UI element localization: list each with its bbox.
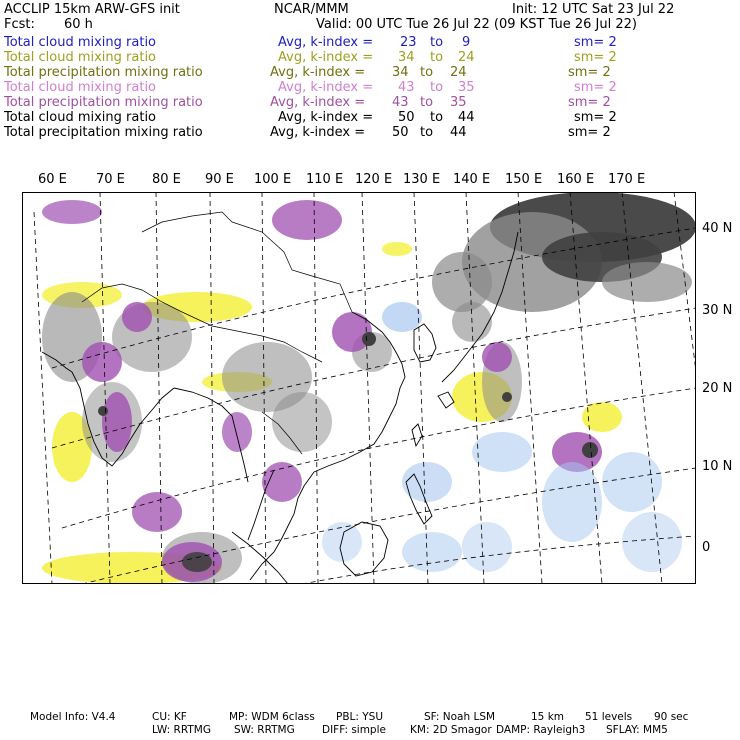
field-blob-purple <box>82 342 122 382</box>
layer-smoothing: sm= 2 <box>568 125 611 140</box>
field-blob-blue <box>472 432 532 472</box>
field-blob-purple <box>42 200 102 224</box>
lon-label: 160 E <box>557 172 595 187</box>
layer-to: to <box>430 35 444 50</box>
lon-label: 170 E <box>608 172 646 187</box>
layer-avg: Avg, k-index = <box>278 35 378 50</box>
layer-avg: Avg, k-index = <box>270 95 370 110</box>
layer-k-to: 44 <box>458 110 475 125</box>
lon-label: 120 E <box>355 172 393 187</box>
footer-timestep: 90 sec <box>654 711 689 723</box>
layer-to: to <box>430 80 444 95</box>
layer-name: Total cloud mixing ratio <box>4 110 157 125</box>
footer-sf: SF: Noah LSM <box>424 711 496 723</box>
layer-avg: Avg, k-index = <box>270 65 370 80</box>
footer-lw: LW: RRTMG <box>152 724 211 736</box>
lon-label: 70 E <box>96 172 125 187</box>
lon-label: 150 E <box>505 172 543 187</box>
layer-k-from: 34 <box>392 65 409 80</box>
layer-name: Total precipitation mixing ratio <box>4 65 203 80</box>
forecast-hours: 60 h <box>64 17 93 32</box>
layer-k-from: 43 <box>392 95 409 110</box>
layer-name: Total cloud mixing ratio <box>4 80 157 95</box>
layer-name: Total precipitation mixing ratio <box>4 125 203 140</box>
field-blob-dark <box>502 392 512 402</box>
layer-k-to: 35 <box>458 80 475 95</box>
footer-mp: MP: WDM 6class <box>229 711 315 723</box>
footer-sw: SW: RRTMG <box>234 724 295 736</box>
forecast-map <box>22 192 696 584</box>
layer-name: Total cloud mixing ratio <box>4 35 157 50</box>
field-blob-purple <box>482 342 512 372</box>
field-blob-gray <box>602 262 692 302</box>
cloud-fields <box>42 192 696 584</box>
init-time: Init: 12 UTC Sat 23 Jul 22 <box>512 2 675 17</box>
layer-name: Total precipitation mixing ratio <box>4 95 203 110</box>
layer-to: to <box>420 125 434 140</box>
layer-smoothing: sm= 2 <box>568 65 611 80</box>
lon-label: 80 E <box>152 172 181 187</box>
field-blob-purple <box>122 302 152 332</box>
layer-k-to: 24 <box>458 50 475 65</box>
lon-label: 140 E <box>453 172 491 187</box>
organization: NCAR/MMM <box>274 2 349 17</box>
lat-label: 20 N <box>702 381 733 396</box>
lon-label: 60 E <box>38 172 67 187</box>
layer-k-to: 9 <box>462 35 471 50</box>
footer-diff: DIFF: simple <box>322 724 386 736</box>
lat-label: 40 N <box>702 221 733 236</box>
field-blob-blue <box>602 452 662 512</box>
field-blob-gray <box>272 392 332 452</box>
layer-to: to <box>430 50 444 65</box>
layer-smoothing: sm= 2 <box>574 50 617 65</box>
field-blob-purple <box>132 492 182 532</box>
footer-km: KM: 2D Smagor <box>410 724 492 736</box>
layer-smoothing: sm= 2 <box>574 80 617 95</box>
footer-levels: 51 levels <box>585 711 633 723</box>
layer-k-to: 24 <box>450 65 467 80</box>
layer-k-to: 35 <box>450 95 467 110</box>
field-blob-purple <box>272 200 342 240</box>
layer-smoothing: sm= 2 <box>568 95 611 110</box>
footer-pbl: PBL: YSU <box>336 711 384 723</box>
field-blob-purple <box>102 392 132 452</box>
layer-avg: Avg, k-index = <box>278 80 378 95</box>
forecast-label: Fcst: <box>4 17 35 32</box>
lon-label: 90 E <box>205 172 234 187</box>
layer-avg: Avg, k-index = <box>270 125 370 140</box>
lat-label: 30 N <box>702 303 733 318</box>
lon-label: 100 E <box>254 172 292 187</box>
layer-k-from: 34 <box>398 50 415 65</box>
field-blob-purple <box>222 412 252 452</box>
field-blob-dark <box>582 442 598 458</box>
layer-to: to <box>420 95 434 110</box>
field-blob-blue <box>382 302 422 332</box>
lat-label: 10 N <box>702 459 733 474</box>
field-blob-blue <box>402 462 452 502</box>
layer-smoothing: sm= 2 <box>574 35 617 50</box>
field-blob-blue <box>622 512 682 572</box>
layer-to: to <box>430 110 444 125</box>
field-blob-gray <box>432 252 492 312</box>
footer-cu: CU: KF <box>152 711 187 723</box>
field-blob-purple <box>262 462 302 502</box>
field-blob-blue <box>462 522 512 572</box>
valid-time: Valid: 00 UTC Tue 26 Jul 22 (09 KST Tue 26 Jul 22) <box>316 17 637 32</box>
footer-model-info: Model Info: V4.4 <box>30 711 116 723</box>
field-blob-dark <box>362 332 376 346</box>
lon-label: 110 E <box>306 172 344 187</box>
layer-k-from: 50 <box>398 110 415 125</box>
footer-sflay: SFLAY: MM5 <box>606 724 668 736</box>
layer-to: to <box>420 65 434 80</box>
layer-name: Total cloud mixing ratio <box>4 50 157 65</box>
field-blob-dark <box>98 406 108 416</box>
footer-damp: DAMP: Rayleigh3 <box>496 724 586 736</box>
layer-k-from: 50 <box>392 125 409 140</box>
model-title: ACCLIP 15km ARW-GFS init <box>4 2 180 17</box>
layer-k-from: 43 <box>398 80 415 95</box>
layer-k-to: 44 <box>450 125 467 140</box>
layer-avg: Avg, k-index = <box>278 50 378 65</box>
lon-label: 130 E <box>403 172 441 187</box>
field-blob-yellow <box>382 242 412 256</box>
footer-resolution: 15 km <box>531 711 565 723</box>
lat-label: 0 <box>702 540 711 555</box>
layer-k-from: 23 <box>400 35 417 50</box>
layer-avg: Avg, k-index = <box>278 110 378 125</box>
layer-smoothing: sm= 2 <box>574 110 617 125</box>
